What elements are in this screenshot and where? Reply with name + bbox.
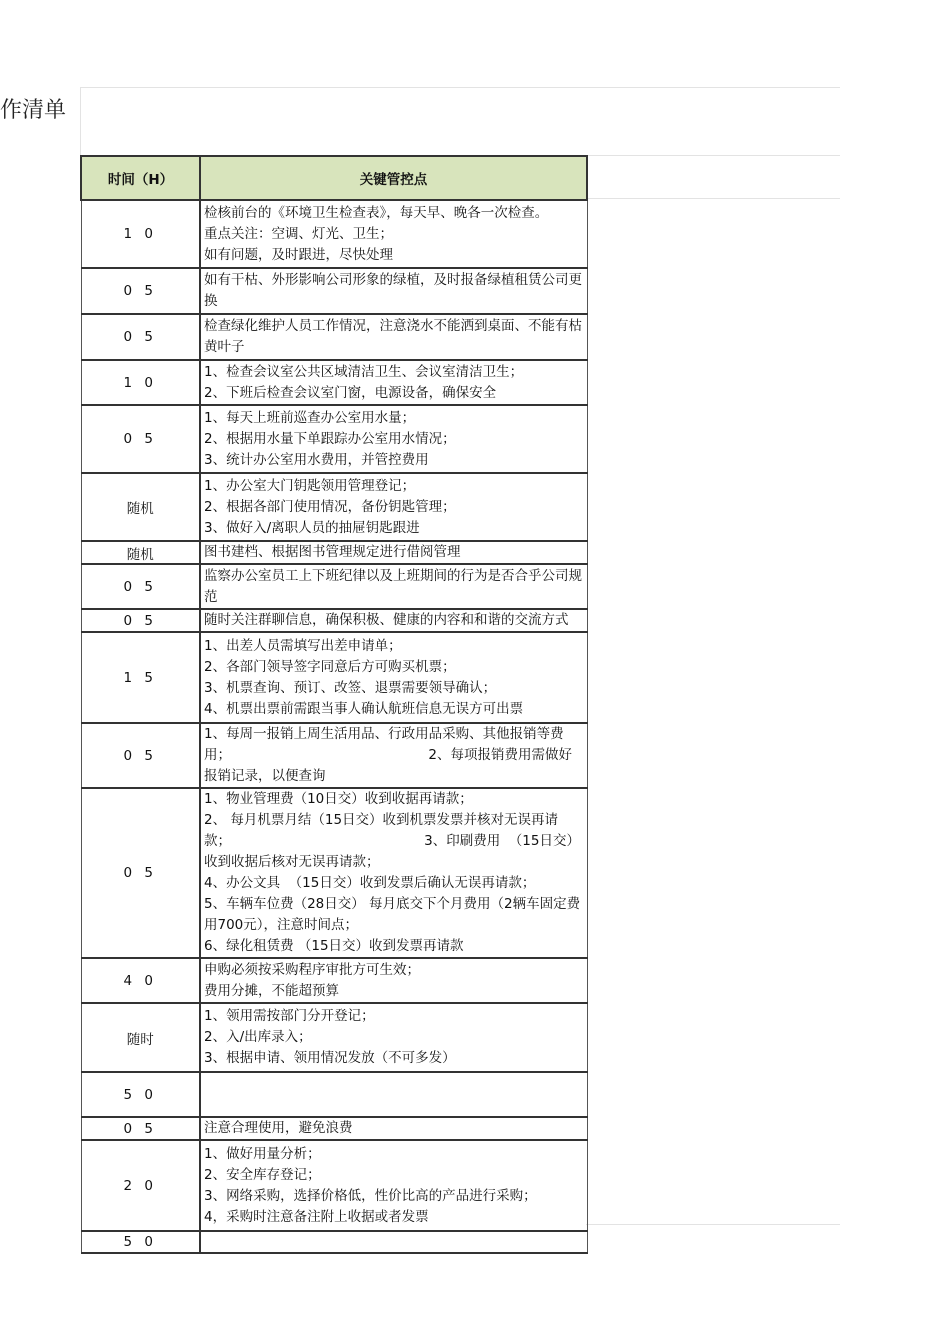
time-cell: 0 5 — [81, 405, 200, 473]
table-row — [81, 405, 587, 473]
time-cell: 随机 — [81, 473, 200, 541]
time-cell: 0 5 — [81, 268, 200, 314]
control-points-cell: 1、做好用量分析； 2、安全库存登记； 3、网络采购，选择价格低，性价比高的产品进行采购； 4，采购时注意备注附上收据或者发票 — [200, 1140, 587, 1231]
time-cell: 随机 — [81, 541, 200, 564]
table-row — [81, 632, 587, 723]
table-row — [81, 200, 587, 268]
time-cell: 0 5 — [81, 564, 200, 609]
time-cell: 2 0 — [81, 1140, 200, 1231]
control-points-cell: 检核前台的《环境卫生检查表》，每天早、晚各一次检查。 重点关注：空调、灯光、卫生； 如有问题，及时跟进，尽快处理 — [200, 200, 587, 268]
control-points-cell: 1、办公室大门钥匙领用管理登记； 2、根据各部门使用情况，备份钥匙管理； 3、做好入/离职人员的抽屉钥匙跟进 — [200, 473, 587, 541]
grid-line-header-bottom — [586, 198, 840, 199]
time-cell: 1 0 — [81, 360, 200, 405]
time-cell: 0 5 — [81, 314, 200, 360]
time-cell: 0 5 — [81, 609, 200, 632]
control-points-cell: 注意合理使用，避免浪费 — [200, 1117, 587, 1140]
control-points-cell: 图书建档、根据图书管理规定进行借阅管理 — [200, 541, 587, 564]
table-row — [81, 314, 587, 360]
work-checklist-table — [80, 155, 588, 1254]
grid-line-bottom — [586, 1224, 840, 1225]
table-row — [81, 1003, 587, 1072]
table-row — [81, 788, 587, 958]
time-cell: 5 0 — [81, 1231, 200, 1253]
time-cell: 1 5 — [81, 632, 200, 723]
control-points-cell — [200, 1072, 587, 1117]
control-points-cell — [200, 1231, 587, 1253]
table-row — [81, 1117, 587, 1140]
grid-line-left-upper — [80, 87, 81, 155]
page-title: 作清单 — [0, 98, 67, 123]
table-row — [81, 958, 587, 1003]
time-cell: 1 0 — [81, 200, 200, 268]
table-row — [81, 723, 587, 788]
time-cell: 随时 — [81, 1003, 200, 1072]
control-points-cell: 监察办公室员工上下班纪律以及上班期间的行为是否合乎公司规范 — [200, 564, 587, 609]
table-row — [81, 360, 587, 405]
time-cell: 0 5 — [81, 723, 200, 788]
time-cell: 0 5 — [81, 788, 200, 958]
time-cell: 5 0 — [81, 1072, 200, 1117]
table-row — [81, 268, 587, 314]
table-row — [81, 564, 587, 609]
grid-line-top — [80, 87, 840, 88]
control-points-cell: 随时关注群聊信息，确保积极、健康的内容和和谐的交流方式 — [200, 609, 587, 632]
grid-line-header-right — [586, 155, 840, 156]
header-time: 时间（H） — [81, 156, 200, 200]
header-key-control-points: 关键管控点 — [200, 156, 587, 200]
control-points-cell: 申购必须按采购程序审批方可生效； 费用分摊，不能超预算 — [200, 958, 587, 1003]
control-points-cell: 1、物业管理费（10日交）收到收据再请款； 2、 每月机票月结（15日交）收到机票发票并核对无误再请款； 3、印刷费用 （15日交） 收到收据后核对无误再请款； 4、办公文具 （15日交）收到发票后确认无误再请款； 5、车辆车位费（28日交） 每月底交下个月费用（2辆车固定费用700元），注意时间点； 6、绿化租赁费 （15日交）收到发票再请款 — [200, 788, 587, 958]
control-points-cell: 如有干枯、外形影响公司形象的绿植，及时报备绿植租赁公司更换 — [200, 268, 587, 314]
table-row — [81, 1140, 587, 1231]
control-points-cell: 1、领用需按部门分开登记； 2、入/出库录入； 3、根据申请、领用情况发放（不可多发） — [200, 1003, 587, 1072]
control-points-cell: 1、检查会议室公共区域清洁卫生、会议室清洁卫生； 2、下班后检查会议室门窗，电源设备，确保安全 — [200, 360, 587, 405]
control-points-cell: 1、每天上班前巡查办公室用水量； 2、根据用水量下单跟踪办公室用水情况； 3、统计办公室用水费用，并管控费用 — [200, 405, 587, 473]
table-row — [81, 1231, 587, 1253]
table-row — [81, 609, 587, 632]
table-header-row — [81, 156, 587, 200]
time-cell: 4 0 — [81, 958, 200, 1003]
time-cell: 0 5 — [81, 1117, 200, 1140]
table-row — [81, 473, 587, 541]
table-row — [81, 1072, 587, 1117]
control-points-cell: 1、每周一报销上周生活用品、行政用品采购、其他报销等费用； 2、每项报销费用需做好报销记录，以便查询 — [200, 723, 587, 788]
table-row — [81, 541, 587, 564]
control-points-cell: 检查绿化维护人员工作情况，注意浇水不能洒到桌面、不能有枯黄叶子 — [200, 314, 587, 360]
control-points-cell: 1、出差人员需填写出差申请单； 2、各部门领导签字同意后方可购买机票； 3、机票查询、预订、改签、退票需要领导确认； 4、机票出票前需跟当事人确认航班信息无误方可出票 — [200, 632, 587, 723]
